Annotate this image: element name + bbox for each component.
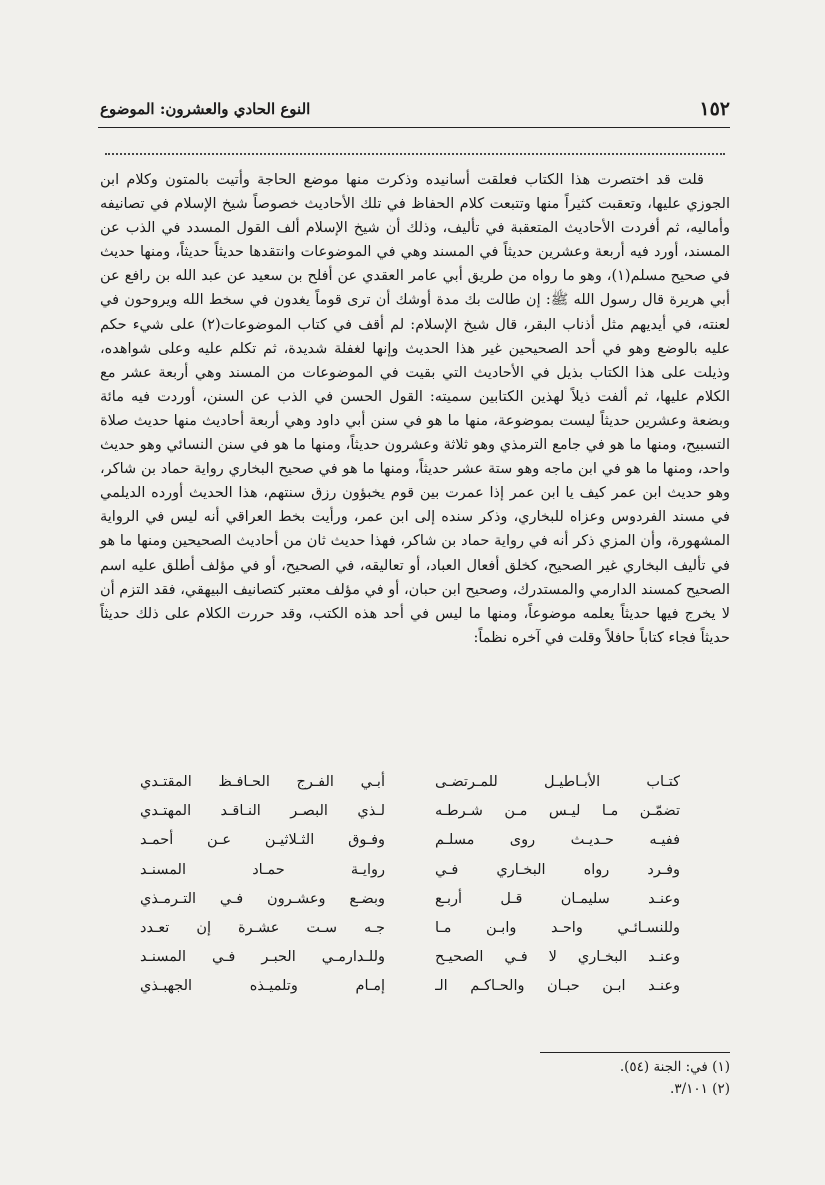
body-paragraph: قلت قد اختصرت هذا الكتاب فعلقت أسانيده وذكرت منها موضع الحاجة وأتيت بالمتون وكلام ابن الجوزي عليها، وتعقبت كثيراً منها وتتبعت كلام الحفاظ في تلك الأحاديث خصوصاً شيخ الإسلام في تصانيفه وأماليه، ثم أفردت الأحاديث المتعقبة في تأليف، وذلك أن شيخ الإسلام ألف القول المسدد في الذب عن المسند، أورد فيه أربعة وعشرين حديثاً في المسند وهي في الموضوعات وانتقدها حديثاً حديثاً، ومنها حديث في صحيح مسلم(١)، وهو ما رواه من طريق أبي عامر العقدي عن أفلح بن سعيد عن عبد الله بن رافع عن أبي هريرة قال رسول الله ﷺ: إن طالت بك مدة أوشك أن ترى قوماً يغدون في سخط الله ويروحون في لعنته، في أيديهم مثل أذناب البقر، قال شيخ الإسلام: لم أقف في كتاب الموضوعات(٢) على شيء حكم عليه بالوضع وهو في أحد الصحيحين غير هذا الحديث وإنها لغفلة شديدة، ثم تكلم عليه وعلى شواهده، وذيلت على هذا الكتاب بذيل في الأحاديث التي بقيت في الموضوعات من المسند وهي أربعة عشر مع الكلام عليها، ثم ألفت ذيلاً لهذين الكتابين سميته: القول الحسن في الذب عن السنن، أوردت فيه مائة وبضعة وعشرين حديثاً ليست بموضوعة، منها ما هو في سنن أبي داود وهي أربعة أحاديث منها حديث صلاة التسبيح، ومنها ما هو في جامع الترمذي وهو ثلاثة وعشرون حديثاً، ومنها ما هو في سنن النسائي وهو حديث واحد، ومنها ما هو في ابن ماجه وهو ستة عشر حديثاً، ومنها ما هو في صحيح البخاري رواية حماد بن شاكر، وهو حديث ابن عمر كيف يا ابن عمر إذا عمرت بين قوم يخبؤون رزق سنتهم، هذا الحديث أورده الديلمي في مسند الفردوس وعزاه للبخاري، وذكر سنده إلى ابن عمر، ورأيت بخط العراقي أنه ليس في الرواية المشهورة، وأن المزي ذكر أنه في رواية حماد بن شاكر، فهذا حديث ثان من أحاديث الصحيحين ومنها ما هو في تأليف البخاري غير الصحيح، كخلق أفعال العباد، أو تعاليقه، في الصحيح، أو في مؤلف أطلق عليه اسم الصحيح كمسند الدارمي والمستدرك، وصحيح ابن حبان، أو في مؤلف معتبر كتصانيف البيهقي، فقد التزم أن لا يخرج فيها حديثاً يعلمه موضوعاً، ومنها ما ليس في أحد هذه الكتب، وقد حررت الكلام على ذلك حديثاً حديثاً فجاء كتاباً حافلاً وقلت في آخره نظماً: <box>100 172 731 646</box>
verse-second-half: أبـي الفـرج الحـافـظ المقتـدي <box>140 774 385 790</box>
poem-verse <box>140 797 680 826</box>
poem-verse <box>140 826 680 855</box>
verse-first-half: كتـاب الأبـاطيـل للمـرتضـى <box>435 774 680 790</box>
poem-verse <box>140 768 680 797</box>
header-rule <box>98 127 730 128</box>
footnote: (٢) ٣/١٠١. <box>670 1081 730 1097</box>
dotted-divider <box>105 153 725 155</box>
verse-first-half: ففيـه حـديـث روى مسلـم <box>435 832 680 849</box>
footnote: (١) في: الجنة (٥٤). <box>619 1059 730 1075</box>
verse-second-half: إمـام وتلميـذه الجهبـذي <box>140 978 385 995</box>
verse-first-half: وعنـد ابـن حبـان والحـاكـم الـ <box>435 978 680 995</box>
page-number: ١٥٢ <box>699 98 730 120</box>
verse-second-half: روايـة حمـاد المسنـد <box>140 861 385 878</box>
poem-verse <box>140 943 680 972</box>
main-text <box>100 168 730 650</box>
page-header <box>100 98 730 124</box>
verse-second-half: وللـدارمـي الحبـر فـي المسنـد <box>140 949 385 966</box>
verse-first-half: وعنـد سليمـان قـل أربـع <box>435 890 680 907</box>
poem-verse <box>140 885 680 914</box>
poem-verse <box>140 914 680 943</box>
verse-second-half: وبضـع وعشـرون فـي التـرمـذي <box>140 890 385 907</box>
verse-second-half: لـذي البصـر النـاقـد المهتـدي <box>140 803 385 820</box>
footnotes <box>100 1056 730 1100</box>
verse-second-half: جـه سـت عشـرة إن تعـدد <box>140 919 385 936</box>
poem-verse <box>140 856 680 885</box>
verse-first-half: وعنـد البخـاري لا فـي الصحيـح <box>435 949 680 966</box>
verse-first-half: وللنسـائـي واحـد وابـن مـا <box>435 919 680 936</box>
verse-first-half: وفـرد رواه البخـاري فـي <box>435 861 680 878</box>
verse-first-half: تضمّـن مـا ليـس مـن شـرطـه <box>435 803 680 820</box>
poem <box>140 768 680 1002</box>
verse-second-half: وفـوق الثـلاثيـن عـن أحمـد <box>140 832 385 849</box>
running-title: النوع الحادي والعشرون: الموضوع <box>100 100 311 118</box>
poem-verse <box>140 972 680 1001</box>
footnote-separator <box>540 1052 730 1053</box>
